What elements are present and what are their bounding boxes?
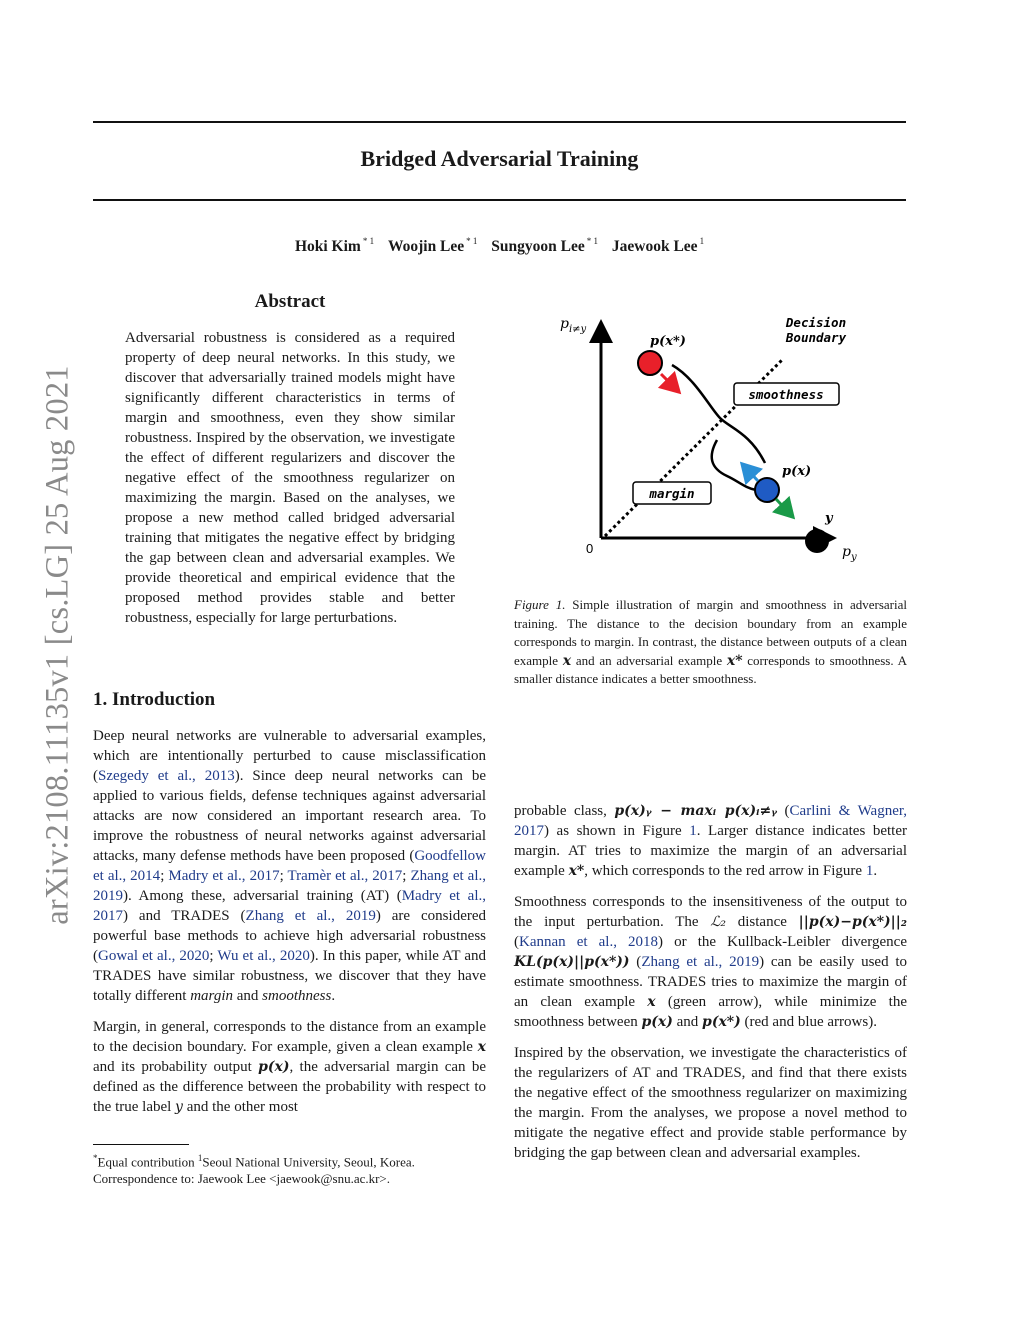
true-label-point-label: y xyxy=(825,511,833,526)
author: Woojin Lee $^{* 1}$ xyxy=(387,236,478,255)
adversarial-point xyxy=(638,351,662,375)
origin-label: 0 xyxy=(586,541,594,556)
smoothness-label: smoothness xyxy=(748,387,824,402)
citation-link[interactable]: Szegedy et al., 2013 xyxy=(98,768,235,784)
paragraph: probable class, p(x)ᵧ − maxᵢ p(x)ᵢ≠ᵧ (Carlini & Wagner, 2017) as shown in Figure 1. Larger distance indicates better margin. AT tries to maximize the margin of an adversarial example x*, which corresponds to the red arrow in Figure 1. xyxy=(514,803,907,879)
abstract-heading: Abstract xyxy=(254,291,326,312)
green-arrow xyxy=(776,499,791,515)
paper-title: Bridged Adversarial Training xyxy=(360,146,639,171)
footnote-rule xyxy=(93,1144,189,1145)
blue-arrow xyxy=(744,466,758,481)
paragraph: Smoothness corresponds to the insensitiveness of the output to the input perturbation. The ℒ₂ distance ||p(x)−p(x*)||₂ (Kannan et al., 2018) or the Kullback-Leibler divergence KL(p(x)||p(x*)) (Zhang et al., 2019) can be easily used to estimate smoothness. TRADES tries to maximize the margin of an clean example x (green arrow), while minimize the smoothness between p(x) and p(x*) (red and blue arrows). xyxy=(514,894,907,1030)
citation-link[interactable]: Gowal et al., 2020 xyxy=(98,948,210,964)
red-arrow xyxy=(661,374,677,390)
citation-link[interactable]: Zhang et al., 2019 xyxy=(93,868,486,904)
figure-diagram xyxy=(520,308,890,578)
citation-link[interactable]: Carlini & Wagner, 2017 xyxy=(514,803,907,839)
adversarial-point-label: p(x*) xyxy=(650,334,686,349)
smoothness-brace xyxy=(672,365,765,463)
abstract-text: Adversarial robustness is considered as a required property of deep neural networks. In this study, we discover that adversarially trained models might have significantly different characteristics in terms of margin and smoothness, even they show similar robustness. Inspired by the observation, we investigate the effect of different regularizers and discover the negative effect of the smoothness regularizer on maximizing the margin. Based on the analyses, we propose a new method called bridged adversarial training that mitigates the negative effect by bridging the gap between clean and adversarial examples. We provide theoretical and empirical evidence that the proposed method provides stable and better robustness, especially for large perturbations. xyxy=(125,330,455,626)
author: Jaewook Lee $^1$ xyxy=(611,236,705,255)
footnote: *Equal contribution $^1$Seoul National University, Seoul, Korea. Correspondence to: Jaewook Lee <jaewook@snu.ac.kr>. xyxy=(93,1153,415,1187)
decision-boundary-label-2: Boundary xyxy=(785,330,847,345)
top-rule xyxy=(93,121,906,123)
paragraph: Inspired by the observation, we investigate the characteristics of the regularizers of AT and TRADES, and find that there exists the negative effect of the smoothness regularizer on maximizing the margin. From the analyses, we propose a novel method to mitigate the negative effect and provide stable performance by bridging the gap between clean and adversarial examples. xyxy=(514,1045,907,1161)
citation-link[interactable]: Zhang et al., 2019 xyxy=(245,908,376,924)
paragraph: Margin, in general, corresponds to the distance from an example to the decision boundary. For example, given a clean example x and its probability output p(x), the adversarial margin can be defined as the difference between the probability with respect to the true label y and the other most xyxy=(93,1019,486,1115)
right-column-body xyxy=(514,801,907,1174)
citation-link[interactable]: Zhang et al., 2019 xyxy=(641,954,760,970)
arxiv-side-label: arXiv:2108.11135v1 [cs.LG] 25 Aug 2021 xyxy=(39,365,76,925)
citation-link[interactable]: Wu et al., 2020 xyxy=(217,948,310,964)
citation-link[interactable]: Kannan et al., 2018 xyxy=(519,934,659,950)
figure-caption: Figure 1. Simple illustration of margin and smoothness in adversarial training. The distance to the decision boundary from an example corresponds to margin. In contrast, the distance between outputs of a clean example x and an adversarial example x* corresponds to smoothness. A smaller distance indicates a better smoothness. xyxy=(514,597,907,686)
figure-ref-link[interactable]: 1 xyxy=(865,863,874,879)
figure-1 xyxy=(520,308,890,578)
citation-link[interactable]: Madry et al., 2017 xyxy=(168,868,280,884)
clean-point xyxy=(755,478,779,502)
citation-link[interactable]: Tramèr et al., 2017 xyxy=(287,868,403,884)
margin-label: margin xyxy=(649,486,695,501)
author: Hoki Kim $^{* 1}$ xyxy=(294,236,375,255)
citation-link[interactable]: Madry et al., 2017 xyxy=(93,888,486,924)
author: Sungyoon Lee $^{* 1}$ xyxy=(491,236,599,255)
figure-ref-link[interactable]: 1 xyxy=(689,823,697,839)
decision-boundary-label-1: Decision xyxy=(785,315,847,330)
y-axis-label: $p_{i\ne y}$ xyxy=(560,316,587,335)
margin-brace xyxy=(712,440,756,490)
x-axis-label: $p_y$ xyxy=(842,544,857,563)
paragraph: Deep neural networks are vulnerable to adversarial examples, which are intentionally perturbed to cause misclassification (Szegedy et al., 2013). Since deep neural networks can be applied to various fields, defense techniques against adversarial attacks are now considered an important research area. To improve the robustness of neural networks against adversarial attacks, many defense methods have been proposed (Goodfellow et al., 2014; Madry et al., 2017; Tramèr et al., 2017; Zhang et al., 2019). Among these, adversarial training (AT) (Madry et al., 2017) and TRADES (Zhang et al., 2019) are considered powerful base methods to achieve high adversarial robustness (Gowal et al., 2020; Wu et al., 2020). In this paper, while AT and TRADES have similar robustness, we discover that they have totally different margin and smoothness. xyxy=(93,728,487,1004)
section-heading: 1. Introduction xyxy=(93,689,216,710)
citation-link[interactable]: Goodfellow et al., 2014 xyxy=(93,848,486,884)
author-list xyxy=(93,236,906,256)
title-rule xyxy=(93,199,906,201)
clean-point-label: p(x) xyxy=(782,464,812,479)
left-column-body xyxy=(93,726,486,1128)
true-label-point xyxy=(805,529,829,553)
